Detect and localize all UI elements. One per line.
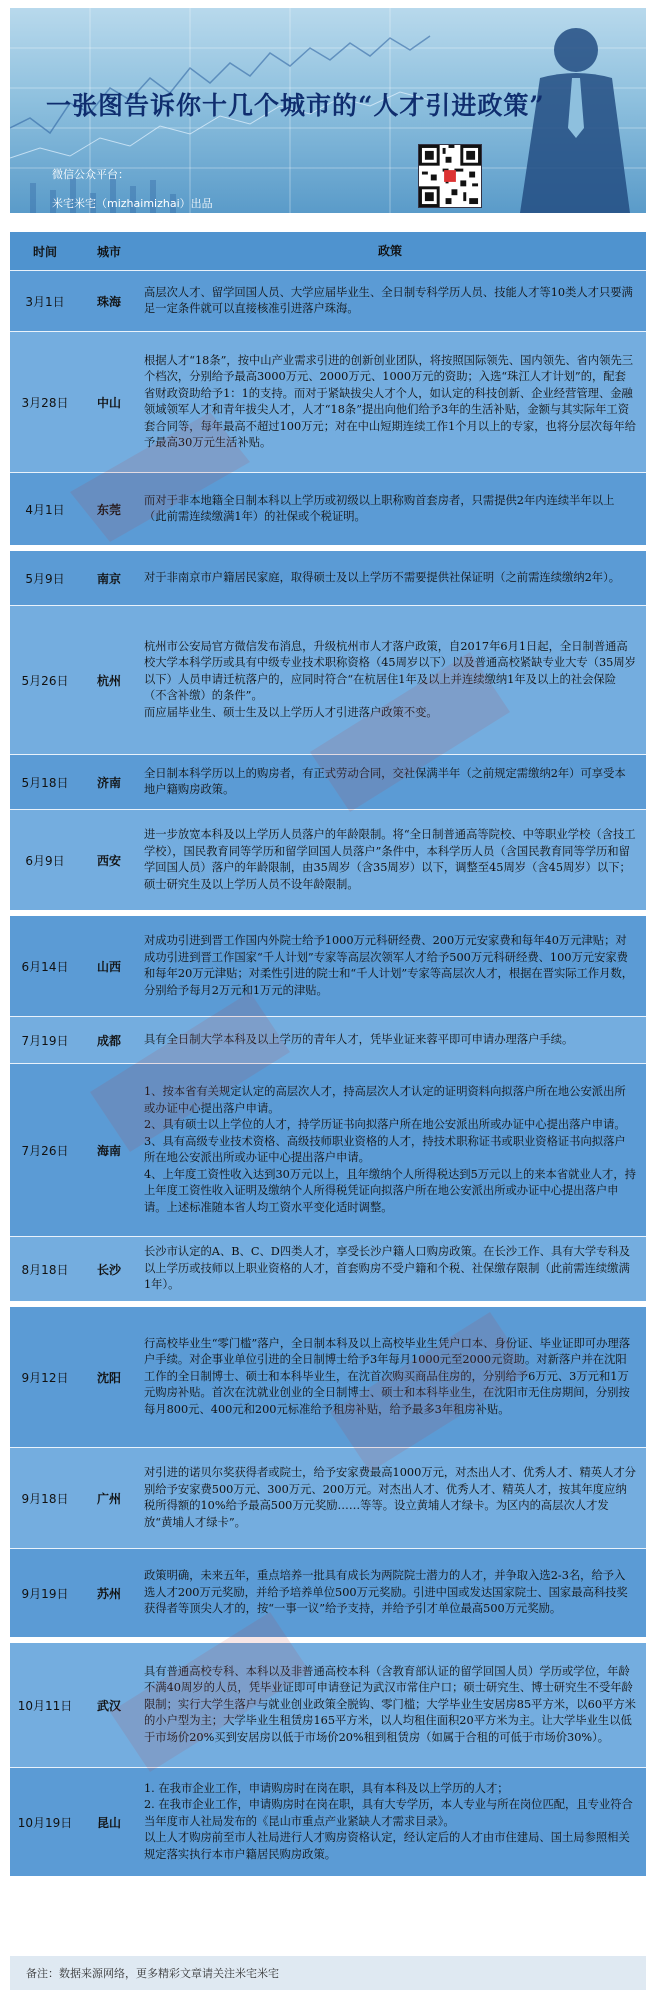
wechat-label: 微信公众平台：: [52, 168, 129, 181]
row-date: 5月9日: [25, 571, 65, 586]
row-policy: 对于非南京市户籍居民家庭，取得硕士及以上学历不需要提供社保证明（之前需连续缴纳2年）。: [144, 570, 621, 584]
row-city: 昆山: [96, 1815, 121, 1830]
policy-table: [10, 232, 646, 1876]
table-header: [10, 232, 646, 270]
row-policy: 对成功引进到晋工作国内外院士给予1000万元科研经费、200万元安家费和每年40万元津贴；对成功引进到晋工作国家“千人计划”专家等高层次领军人才给予500万元科研经费、100万元安家费和每年20万元津贴；对柔性引进的院士和“千人计划”专家等高层次人才，根据在晋实际工作月数，分别给予每月2万元和1万元的津贴。: [144, 934, 634, 997]
row-city: 武汉: [96, 1698, 121, 1713]
row-policy: 1、按本省有关规定认定的高层次人才，持高层次人才认定的证明资料向拟落户所在地公安派出所或办证中心提出落户申请。 2、具有硕士以上学位的人才，持学历证书向拟落户所在地公安派出所或办证中心提出落户申请。 3、具有高级专业技术资格、高级技师职业资格的人才，持技术职称证书或职业资格证书向拟落户所在地公安派出所或办证中心提出落户申请。 4、上年度工资性收入达到30万元以上，且年缴纳个人所得税达到5万元以上的来本省就业人才，持上年度工资性收入证明及缴纳个人所得税凭证向拟落户所在地公安派出所或办证中心提出落户申请。上述标准随本省人均工资水平变化适时调整。: [144, 1085, 636, 1214]
row-policy: 行高校毕业生“零门槛”落户，全日制本科及以上高校毕业生凭户口本、身份证、毕业证即可办理落户手续。对企事业单位引进的全日制博士给予3年每月1000元至2000元资助。对新落户并在沈阳工作的全日制博士、硕士和本科毕业生，在沈首次购买商品住房的，分别给予6万元、3万元和1万元购房补贴。首次在沈就业创业的全日制博士、硕士和本科毕业生，在沈阳市无住房期间，分别按每月800元、400元和200元标准给予租房补贴，给予最多3年租房补贴。: [144, 1336, 631, 1416]
row-policy: 对引进的诺贝尔奖获得者或院士，给予安家费最高1000万元，对杰出人才、优秀人才、精英人才分别给予安家费500万元、300万元、200万元。对杰出人才、优秀人才、精英人才，按其年度应纳税所得额的10%给予最高500万元奖励……等等。设立黄埔人才绿卡。为区内的高层次人才发放“黄埔人才绿卡”。: [144, 1466, 636, 1529]
qr-code[interactable]: [418, 144, 482, 208]
qr-code-icon: [419, 145, 481, 207]
row-city: 东莞: [96, 502, 121, 517]
table-row: [10, 1301, 646, 1447]
header-policy: 政策: [377, 243, 402, 258]
row-policy: 具有普通高校专科、本科以及非普通高校本科（含教育部认证的留学回国人员）学历或学位，年龄不满40周岁的人员，凭毕业证即可申请登记为武汉市常住户口；硕士研究生、博士研究生不受年龄限制；实行大学生落户与就业创业政策全脱钩、零门槛；大学毕业生安居房85平方米，以60平方米的小户型为主；大学毕业生租赁房165平方米，以人均租住面积20平方米为主。让大学毕业生以低于市场价20%买到安居房以低于市场价20%租到租赁房（如属于合租的可低于市场价30%）。: [144, 1664, 636, 1744]
row-date: 3月28日: [21, 395, 69, 410]
row-city: 珠海: [96, 294, 121, 309]
row-date: 9月12日: [21, 1370, 69, 1385]
row-city: 海南: [96, 1143, 121, 1158]
table-row: [10, 1548, 646, 1637]
row-date: 3月1日: [25, 294, 65, 309]
header-date: 时间: [32, 244, 57, 259]
row-policy: 高层次人才、留学回国人员、大学应届毕业生、全日制专科学历人员、技能人才等10类人才只要满足一定条件就可以直接核准引进落户珠海。: [144, 285, 633, 315]
row-date: 7月26日: [21, 1143, 69, 1158]
table-row: [10, 1016, 646, 1063]
row-city: 广州: [96, 1491, 121, 1506]
footer-note: 备注：数据来源网络，更多精彩文章请关注米宅米宅: [10, 1956, 646, 1990]
row-policy: 长沙市认定的A、B、C、D四类人才，享受长沙户籍人口购房政策。在长沙工作、具有大学专科及以上学历或技师以上职业资格的人才，首套购房不受户籍和个税、社保缴存限制（此前需连续缴满1年）。: [144, 1245, 631, 1292]
row-policy: 而对于非本地籍全日制本科以上学历或初级以上职称购首套房者，只需提供2年内连续半年以上（此前需连续缴满1年）的社保或个税证明。: [144, 493, 615, 523]
header-city: 城市: [96, 244, 121, 259]
table-row: [10, 809, 646, 910]
credit-label: 米宅米宅（mizhaimizhai）出品: [52, 197, 213, 210]
table-row: [10, 331, 646, 472]
table-row: [10, 1637, 646, 1767]
table-row: [10, 472, 646, 545]
table-row: [10, 1063, 646, 1236]
page-title: 一张图告诉你十几个城市的“人才引进政策”: [46, 91, 545, 120]
row-policy: 杭州市公安局官方微信发布消息，升级杭州市人才落户政策，自2017年6月1日起，全日制普通高校大学本科学历或具有中级专业技术职称资格（45周岁以下）以及普通高校紧缺专业大专（35周岁以下）人员申请迁杭落户的，应同时符合“在杭居住1年及以上并连续缴纳1年及以上的社会保险（不含补缴）的条件”。 而应届毕业生、硕士生及以上学历人才引进落户政策不变。: [144, 639, 636, 719]
row-date: 6月14日: [21, 959, 69, 974]
table-row: [10, 605, 646, 754]
row-date: 9月18日: [21, 1491, 69, 1506]
row-policy: 全日制本科学历以上的购房者，有正式劳动合同，交社保满半年（之前规定需缴纳2年）可享受本地户籍购房政策。: [144, 766, 626, 796]
row-city: 南京: [96, 571, 121, 586]
row-date: 4月1日: [25, 502, 65, 517]
row-policy: 1. 在我市企业工作，申请购房时在岗在职，具有本科及以上学历的人才； 2. 在我市企业工作，申请购房时在岗在职，具有大专学历，本人专业与所在岗位匹配，且专业符合当年度市人社局发布的《昆山市重点产业紧缺人才需求目录》。 以上人才购房前至市人社局进行人才购房资格认定，经认定后的人才由市住建局、国土局参照相关规定落实执行本市户籍居民购房政策。: [144, 1781, 633, 1861]
row-policy: 政策明确，未来五年，重点培养一批具有成长为两院院士潜力的人才，并争取入选2-3名，给予入选人才200万元奖励，并给予培养单位500万元奖励。引进中国或发达国家院士、国家最高科技奖获得者等顶尖人才的，按“一事一议”给予支持，并给予引才单位最高500万元奖励。: [144, 1569, 628, 1616]
row-policy: 具有全日制大学本科及以上学历的青年人才，凭毕业证来蓉平即可申请办理落户手续。: [144, 1032, 574, 1046]
table-row: [10, 545, 646, 605]
row-policy: 进一步放宽本科及以上学历人员落户的年龄限制。将“全日制普通高等院校、中等职业学校（含技工学校），国民教育同等学历和留学回国人员落户”条件中，本科学历人员（含国民教育同等学历和留学回国人员）落户的年龄限制，由35周岁（含35周岁）以下，调整至45周岁（含45周岁）以下；硕士研究生及以上学历人员不设年龄限制。: [144, 828, 636, 891]
row-city: 苏州: [96, 1586, 121, 1601]
row-date: 5月18日: [21, 775, 69, 790]
row-date: 9月19日: [21, 1586, 69, 1601]
table-row: [10, 1236, 646, 1301]
table-row: [10, 754, 646, 809]
row-city: 山西: [96, 959, 121, 974]
row-city: 中山: [96, 395, 121, 410]
row-city: 济南: [96, 775, 121, 790]
row-city: 沈阳: [96, 1370, 121, 1385]
row-policy: 根据人才“18条”，按中山产业需求引进的创新创业团队，将按照国际领先、国内领先、省内领先三个档次，分别给予最高3000万元、2000万元、1000万元的资助；入选“珠江人才计划”的，配套省财政资助给予1：1的支持。而对于紧缺拔尖人才个人，如认定的科技创新、企业经营管理、金融领域领军人才和青年拔尖人才，人才“18条”提出向他们给予3年的生活补贴，金额与其实际年工资套合同等，每年最高不超过100万元；对在中山短期连续工作1个月以上的专家，也将分层次每年给予最高30万元生活补贴。: [144, 353, 636, 449]
row-date: 5月26日: [21, 673, 69, 688]
row-date: 7月19日: [21, 1033, 69, 1048]
row-date: 10月19日: [17, 1815, 73, 1830]
header-banner: [10, 8, 646, 213]
row-city: 成都: [96, 1033, 121, 1048]
table-row: [10, 1767, 646, 1876]
row-date: 10月11日: [17, 1698, 73, 1713]
row-date: 8月18日: [21, 1262, 69, 1277]
row-city: 杭州: [96, 673, 121, 688]
row-city: 长沙: [96, 1262, 121, 1277]
table-row: [10, 910, 646, 1016]
table-row: [10, 270, 646, 331]
row-city: 西安: [96, 853, 121, 868]
row-date: 6月9日: [25, 853, 65, 868]
table-row: [10, 1447, 646, 1548]
